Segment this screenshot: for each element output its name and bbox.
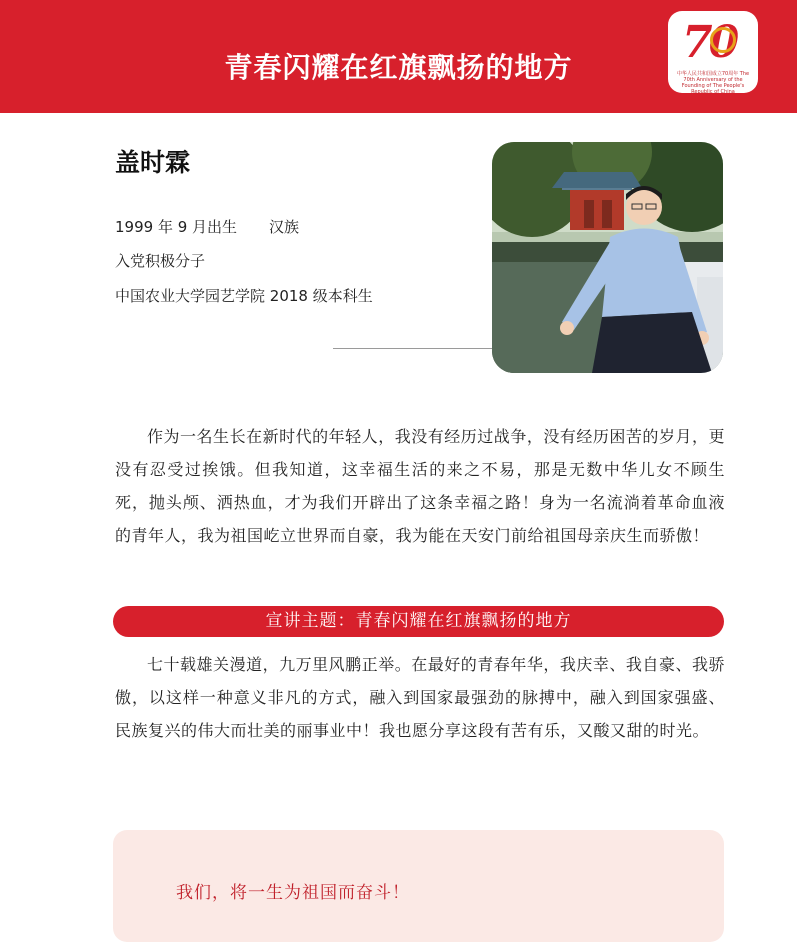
topic-label: 宣讲主题： bbox=[265, 611, 356, 631]
quote-box bbox=[113, 830, 724, 942]
logo-ring-icon bbox=[710, 27, 736, 53]
photo-divider bbox=[333, 348, 493, 349]
birth-line bbox=[115, 216, 299, 237]
portrait-photo bbox=[492, 142, 723, 373]
quote-text: 我们，将一生为祖国而奋斗！ bbox=[176, 883, 410, 903]
ethnicity: 汉族 bbox=[269, 218, 300, 236]
topic-paragraph: 七十载雄关漫道，九万里风鹏正举。在最好的青春年华，我庆幸、我自豪、我骄傲，以这样一种意义非凡的方式，融入到国家最强劲的脉搏中，融入到国家强盛、民族复兴的伟大而壮美的丽事业中！我也愿分享这段有苦有乐，又酸又甜的时光。 bbox=[115, 655, 725, 740]
intro-paragraph: 作为一名生长在新时代的年轻人，我没有经历过战争，没有经历困苦的岁月，更没有忍受过挨饿。但我知道，这幸福生活的来之不易，那是无数中华儿女不顾生死，抛头颅、洒热血，才为我们开辟出了这条幸福之路！身为一名流淌着革命血液的青年人，我为祖国屹立世界而自豪，我为能在天安门前给祖国母亲庆生而骄傲！ bbox=[115, 427, 725, 545]
anniversary-logo bbox=[668, 11, 758, 93]
school-info: 中国农业大学园艺学院 2018 级本科生 bbox=[115, 287, 373, 305]
logo-number: 70 bbox=[682, 17, 736, 68]
person-name: 盖时霖 bbox=[115, 148, 191, 177]
logo-caption: 中华人民共和国成立70周年 The 70th Anniversary of the Founding of The People's Republic of China bbox=[676, 71, 750, 95]
birth-date: 1999 年 9 月出生 bbox=[115, 218, 238, 236]
political-status: 入党积极分子 bbox=[115, 252, 206, 270]
topic-banner bbox=[113, 606, 724, 637]
page-header bbox=[0, 0, 797, 113]
topic-title: 青春闪耀在红旗飘扬的地方 bbox=[355, 611, 572, 631]
page-title: 青春闪耀在红旗飘扬的地方 bbox=[224, 51, 573, 84]
